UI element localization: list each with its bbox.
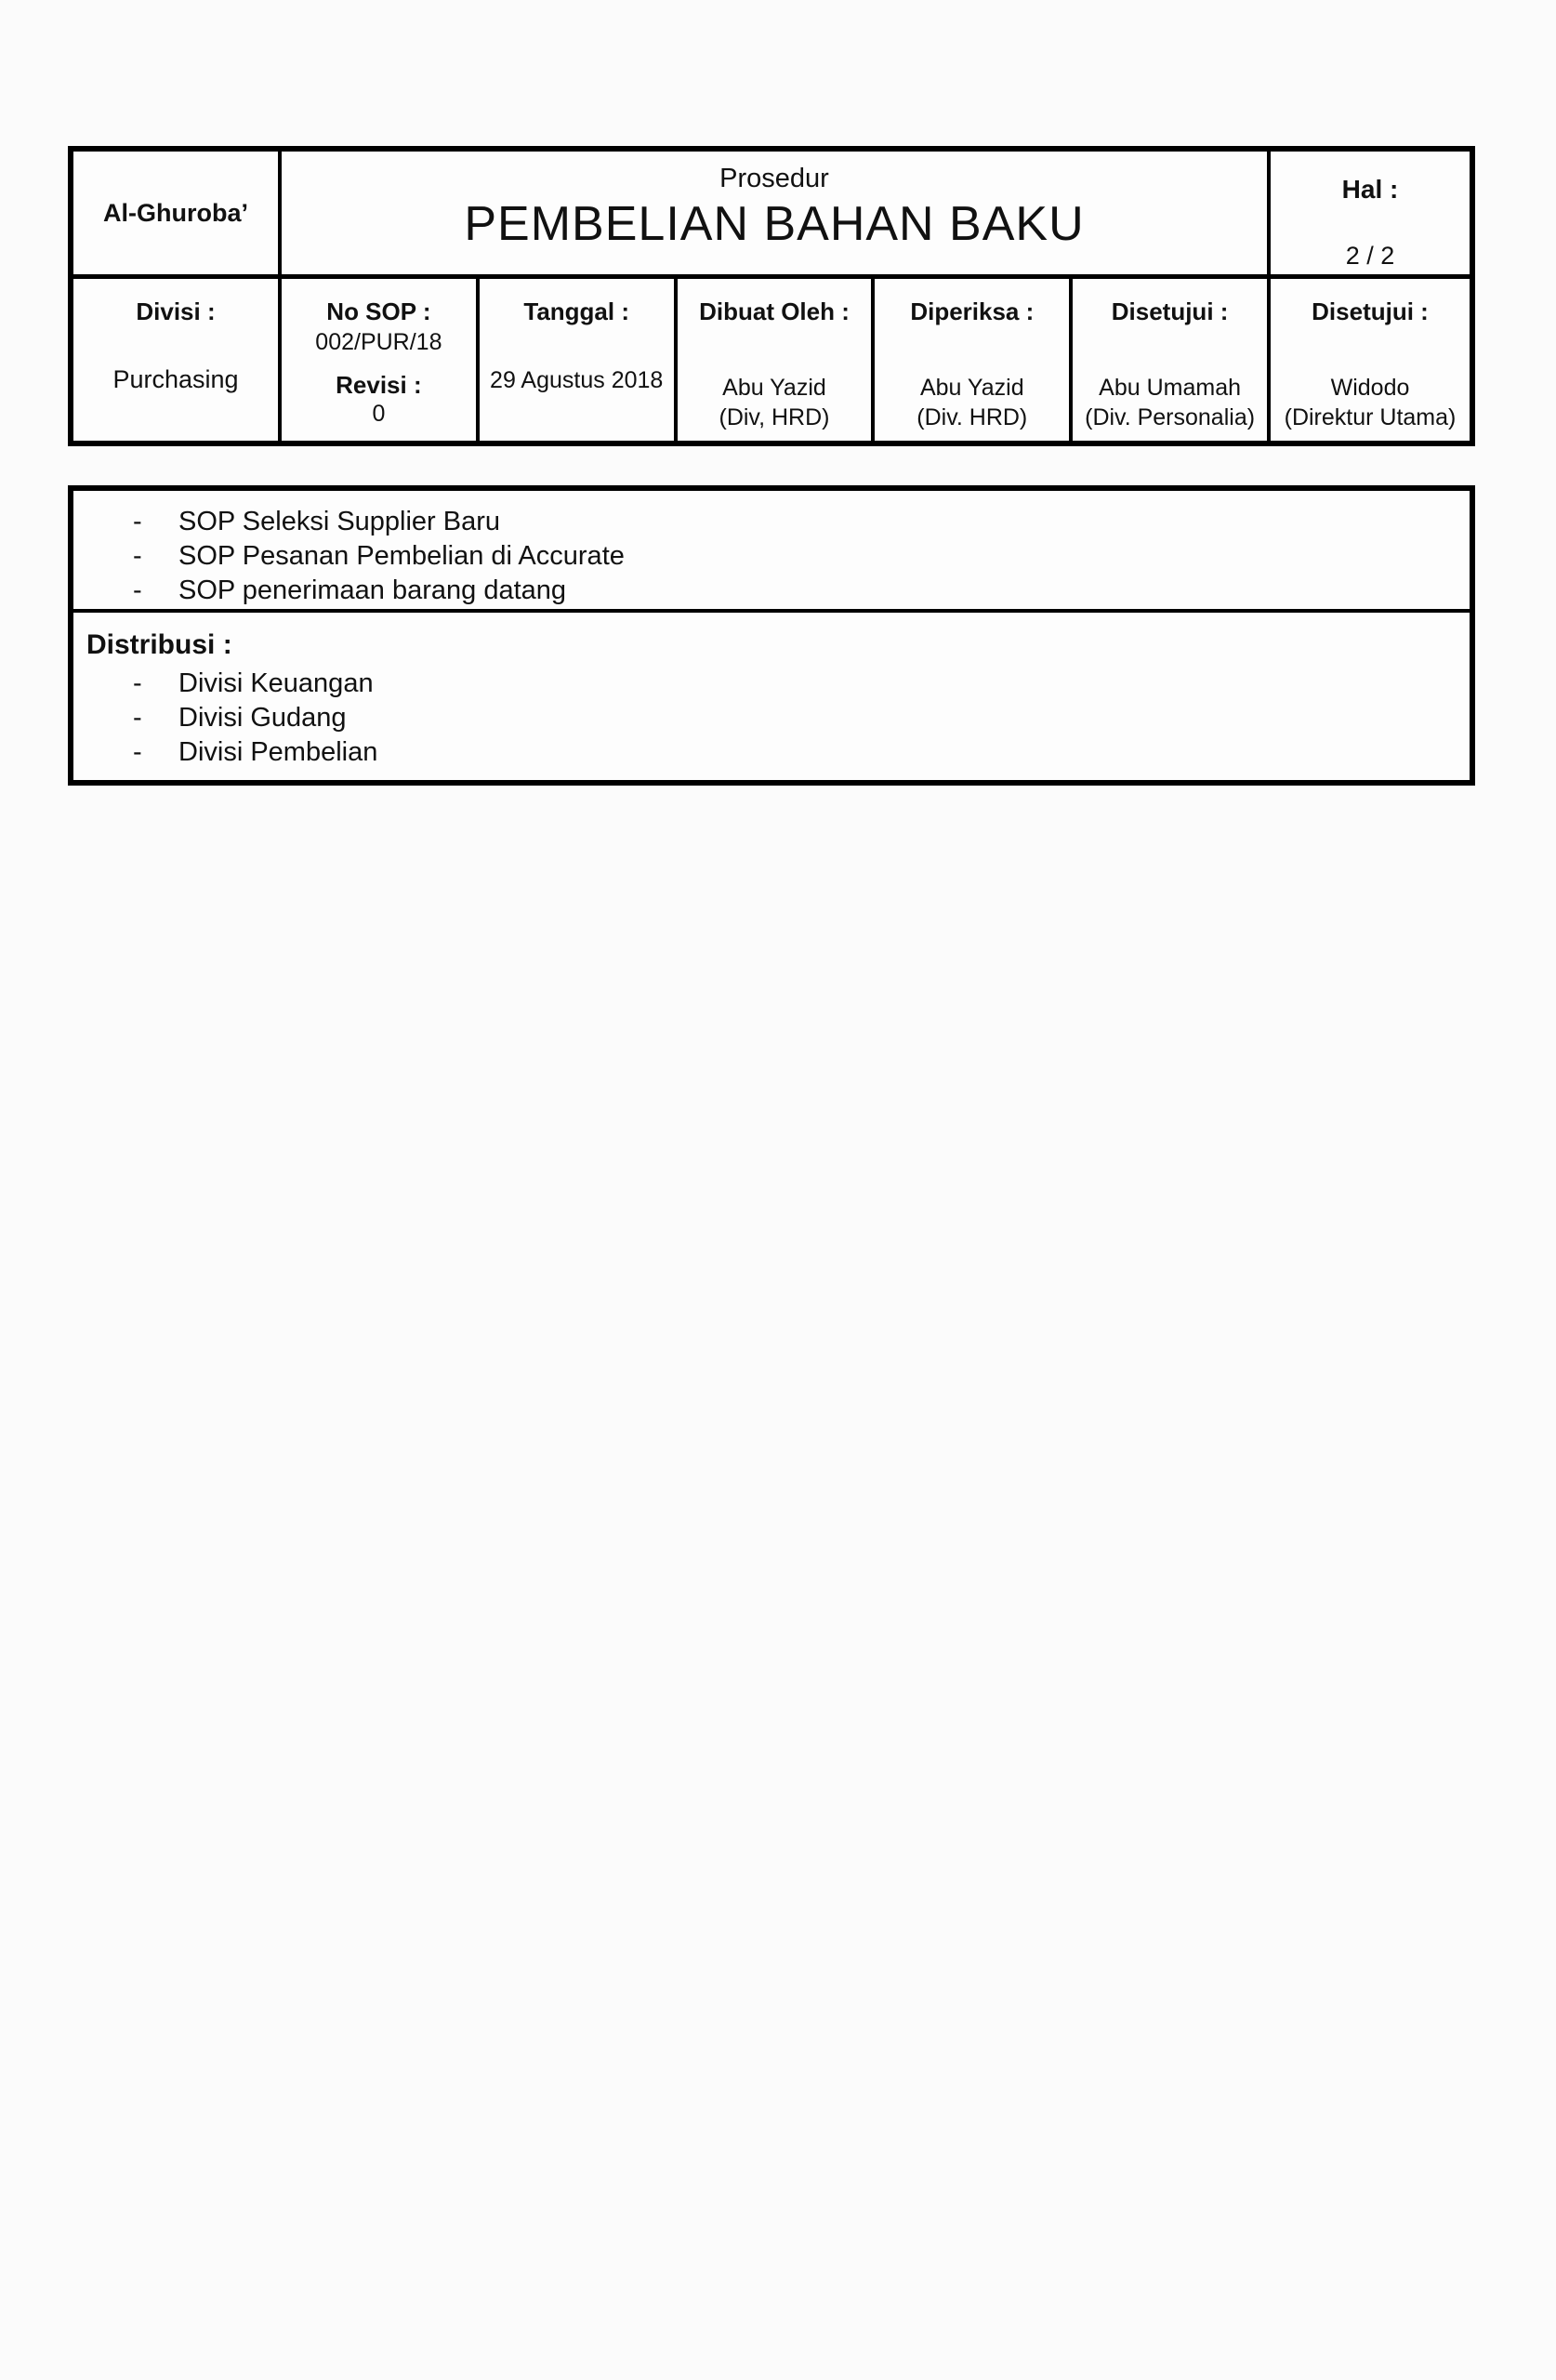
divisi-cell xyxy=(73,279,278,441)
distribution-section xyxy=(73,613,1470,780)
dibuat-oleh-label: Dibuat Oleh : xyxy=(699,298,850,325)
no-sop-value: 002/PUR/18 xyxy=(315,329,442,355)
reference-item-text: SOP Seleksi Supplier Baru xyxy=(178,507,501,536)
disetujui-direktur-name: Widodo xyxy=(1330,375,1410,401)
disetujui-personalia-label: Disetujui : xyxy=(1111,298,1229,325)
disetujui-personalia-person xyxy=(1085,373,1255,432)
sop-header-table xyxy=(68,146,1475,446)
sop-references-section xyxy=(73,491,1470,613)
page-number-cell xyxy=(1267,152,1470,279)
distribution-item xyxy=(73,701,1470,735)
tanggal-value: 29 Agustus 2018 xyxy=(490,367,664,393)
diperiksa-role: (Div. HRD) xyxy=(916,404,1028,430)
dash-bullet: - xyxy=(133,737,142,767)
reference-item xyxy=(73,574,1470,608)
diperiksa-name: Abu Yazid xyxy=(919,375,1024,401)
disetujui-direktur-label: Disetujui : xyxy=(1312,298,1429,325)
revisi-value: 0 xyxy=(372,401,386,427)
distribution-heading: Distribusi : xyxy=(86,629,232,660)
diperiksa-person xyxy=(916,373,1027,432)
dash-bullet: - xyxy=(133,575,142,605)
dash-bullet: - xyxy=(133,668,142,698)
references-distribution-box xyxy=(68,485,1475,786)
no-sop-cell xyxy=(278,279,476,441)
dibuat-oleh-person xyxy=(719,373,830,432)
diperiksa-label: Diperiksa : xyxy=(910,298,1035,325)
dash-bullet: - xyxy=(133,507,142,536)
tanggal-label: Tanggal : xyxy=(523,298,629,325)
doc-title: PEMBELIAN BAHAN BAKU xyxy=(464,197,1085,251)
disetujui-personalia-name: Abu Umamah xyxy=(1099,375,1242,401)
page-number-value: 2 / 2 xyxy=(1345,242,1395,270)
org-name: Al-Ghuroba’ xyxy=(103,198,248,227)
dibuat-oleh-cell xyxy=(674,279,872,441)
distribution-item-text: Divisi Pembelian xyxy=(178,737,378,767)
diperiksa-cell xyxy=(871,279,1069,441)
dibuat-oleh-name: Abu Yazid xyxy=(722,375,826,401)
title-cell xyxy=(278,152,1267,279)
disetujui-direktur-cell xyxy=(1267,279,1470,441)
reference-item xyxy=(73,539,1470,574)
disetujui-direktur-role: (Direktur Utama) xyxy=(1284,404,1457,430)
no-sop-label: No SOP : xyxy=(326,298,431,325)
doc-type-label: Prosedur xyxy=(719,164,829,193)
divisi-label: Divisi : xyxy=(136,298,216,325)
reference-item-text: SOP Pesanan Pembelian di Accurate xyxy=(178,541,625,571)
page-number-label: Hal : xyxy=(1341,175,1399,204)
reference-item xyxy=(73,505,1470,539)
dibuat-oleh-role: (Div, HRD) xyxy=(719,404,830,430)
dash-bullet: - xyxy=(133,541,142,571)
disetujui-personalia-role: (Div. Personalia) xyxy=(1085,404,1256,430)
revisi-block xyxy=(336,370,422,429)
dash-bullet: - xyxy=(133,703,142,733)
disetujui-personalia-cell xyxy=(1069,279,1267,441)
distribution-item-text: Divisi Gudang xyxy=(178,703,347,733)
reference-item-text: SOP penerimaan barang datang xyxy=(178,575,567,605)
disetujui-direktur-person xyxy=(1285,373,1457,432)
distribution-item xyxy=(73,667,1470,701)
divisi-value: Purchasing xyxy=(112,365,239,393)
tanggal-cell xyxy=(476,279,674,441)
org-cell xyxy=(73,152,278,279)
distribution-item-text: Divisi Keuangan xyxy=(178,668,374,698)
distribution-item xyxy=(73,735,1470,770)
revisi-label: Revisi : xyxy=(336,371,422,399)
